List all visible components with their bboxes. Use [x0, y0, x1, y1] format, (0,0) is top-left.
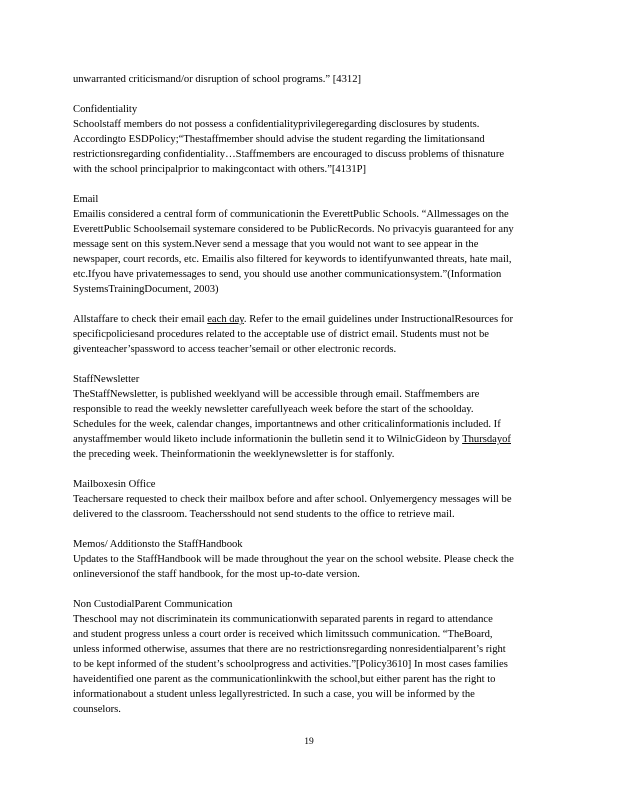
section-heading: Email [73, 194, 99, 205]
section-staff-newsletter [73, 372, 548, 462]
text-line: Schedules for the week, calendar changes, importantnews and other criticalinformationis included. If [73, 419, 501, 430]
section-heading: Confidentiality [73, 104, 138, 115]
section-heading: Memos/ Additionsto the StaffHandbook [73, 539, 243, 550]
text-line: counselors. [73, 704, 121, 715]
intro-paragraph [73, 72, 548, 87]
text-line: with the school principalprior to makingcontact with others.”[4131P] [73, 164, 367, 175]
text-line: delivered to the classroom. Teachersshould not send students to the office to retrieve mail. [73, 509, 455, 520]
text-line: unwarranted criticismand/or disruption of school programs.” [4312] [73, 74, 362, 85]
text-line: SystemsTrainingDocument, 2003) [73, 284, 219, 295]
text-line: Theschool may not discriminatein its communicationwith separated parents in regard to attendance [73, 614, 493, 625]
text-fragment: Allstaffare to check their email [73, 314, 208, 325]
email-guidelines-paragraph [73, 312, 548, 357]
text-line: etc.Ifyou have privatemessages to send, you should use another communicationsystem.”(Information [73, 269, 502, 280]
text-line: informationabout a student unless legallyrestricted. In such a case, you will be informed by the [73, 689, 475, 700]
text-line: specificpoliciesand procedures related to the acceptable use of district email. Students must not be [73, 329, 489, 340]
section-heading: Non CustodialParent Communication [73, 599, 233, 610]
page-number: 19 [304, 737, 314, 747]
text-line: Emailis considered a central form of communicationin the EverettPublic Schools. “Allmessages on the [73, 209, 509, 220]
underlined-emphasis: each day [207, 314, 244, 325]
section-mailboxes [73, 477, 548, 522]
text-fragment: anystaffmember would liketo include informationin the bulletin send it to WilnicGideon by [73, 434, 463, 445]
text-line [73, 432, 548, 447]
underlined-emphasis: Thursdayof [462, 434, 511, 445]
text-line: Updates to the StaffHandbook will be made throughout the year on the school website. Please check the [73, 554, 514, 565]
section-email [73, 192, 548, 297]
text-line: the preceding week. Theinformationin the weeklynewsletter is for staffonly. [73, 449, 395, 460]
section-noncustodial-parent [73, 597, 548, 717]
text-line: onlineversionof the staff handbook, for the most up-to-date version. [73, 569, 360, 580]
text-line: newspaper, court records, etc. Emailis also filtered for keywords to identifyunwanted threats, hate mail, [73, 254, 512, 265]
text-line: Accordingto ESDPolicy;“Thestaffmember should advise the student regarding the limitationsand [73, 134, 485, 145]
text-fragment: . Refer to the email guidelines under InstructionalResources for [243, 314, 514, 325]
text-line: giventeacher’spassword to access teacher’semail or other electronic records. [73, 344, 397, 355]
text-line: Schoolstaff members do not possess a confidentialityprivilegeregarding disclosures by students. [73, 119, 480, 130]
section-heading: StaffNewsletter [73, 374, 140, 385]
section-memos [73, 537, 548, 582]
page-content [73, 72, 548, 732]
text-line: message sent on this system.Never send a message that you would not want to see appear in the [73, 239, 479, 250]
text-line: responsible to read the weekly newsletter carefullyeach week before the start of the schoolday. [73, 404, 474, 415]
text-line: unless informed otherwise, assumes that there are no restrictionsregarding nonresidentialparent’s right [73, 644, 506, 655]
section-heading: Mailboxesin Office [73, 479, 156, 490]
text-line: restrictionsregarding confidentiality…Staffmembers are encouraged to discuss problems of thisnature [73, 149, 505, 160]
text-line: to be kept informed of the student’s schoolprogress and activities.”[Policy3610] In most cases families [73, 659, 508, 670]
text-line: EverettPublic Schoolsemail systemare considered to be PublicRecords. No privacyis guaranteed for any [73, 224, 514, 235]
text-line: Teachersare requested to check their mailbox before and after school. Onlyemergency messages will be [73, 494, 512, 505]
section-confidentiality [73, 102, 548, 177]
text-line: and student progress unless a court order is received which limitssuch communication. “TheBoard, [73, 629, 493, 640]
text-line: TheStaffNewsletter, is published weeklyand will be accessible through email. Staffmembers are [73, 389, 480, 400]
text-line [73, 312, 548, 327]
text-line: haveidentified one parent as the communicationlinkwith the school,but either parent has the right to [73, 674, 496, 685]
